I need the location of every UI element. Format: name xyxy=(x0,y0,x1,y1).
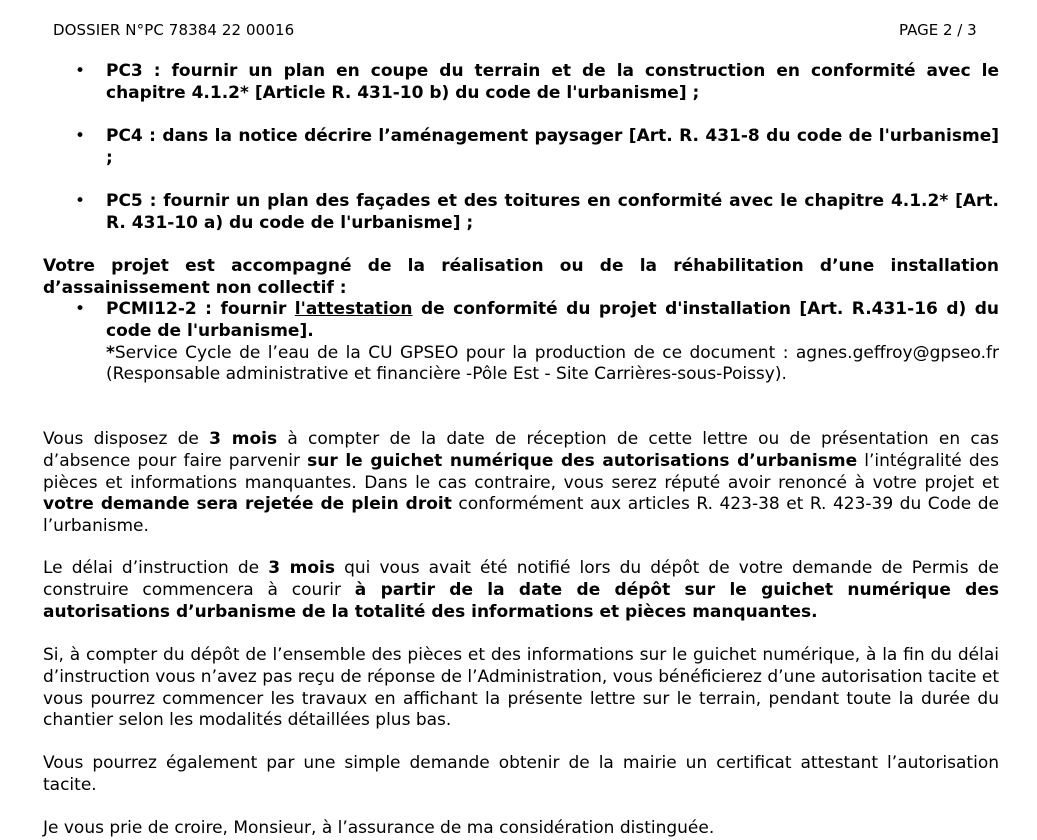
emphasis: sur le guichet numérique des autorisations d’urbanisme xyxy=(307,450,858,471)
paragraph-delai-pieces xyxy=(43,429,999,538)
note-text: Service Cycle de l’eau de la CU GPSEO pour la production de ce document : agnes.geffroy@gpseo.fr (Responsable administrative et financière -Pôle Est - Site Carrières-sous-Poissy). xyxy=(106,342,999,385)
pcmi-suffix: de conformité du projet d'installation [Art. R.431-16 d) du code de l'urbanisme]. xyxy=(106,299,999,341)
paragraph-certificat: Vous pourrez également par une simple demande obtenir de la mairie un certificat attestant l’autorisation tacite. xyxy=(43,753,999,795)
text: conformément aux articles R. 423-38 et R. 423-39 du Code de l’urbanisme. xyxy=(43,494,999,537)
dossier-number: DOSSIER N°PC 78384 22 00016 xyxy=(53,21,295,39)
paragraph-tacite: Si, à compter du dépôt de l’ensemble des pièces et des informations sur le guichet numérique, à la fin du délai d’instruction vous n’avez pas reçu de réponse de l’Administration, vous bénéficierez d’une autorisation tacite et vous pourrez commencer les travaux en affichant la présente lettre sur le terrain, pendant toute la durée du chantier selon les modalités détaillées plus bas. xyxy=(43,645,999,731)
text: Vous disposez de xyxy=(43,429,210,449)
emphasis: 3 mois xyxy=(268,558,336,578)
note-star: * xyxy=(106,342,115,363)
list-item-pc4: • PC4 : dans la notice décrire l’aménagement paysager [Art. R. 431-8 du code de l'urbanisme] ; xyxy=(106,126,999,170)
text: Le délai d’instruction de xyxy=(43,558,269,578)
list-item-pc3: • PC3 : fournir un plan en coupe du terrain et de la construction en conformité avec le chapitre 4.1.2* [Article R. 431-10 b) du code de l'urbanisme] ; xyxy=(106,61,999,105)
attestation-link[interactable]: l'attestation xyxy=(294,299,413,319)
closing-salutation: Je vous prie de croire, Monsieur, à l’assurance de ma considération distinguée. xyxy=(43,818,715,838)
service-note xyxy=(106,343,999,387)
text: qui vous avait été notifié lors du dépôt de votre demande de Permis de construire commencera à courir xyxy=(43,558,999,600)
emphasis: à partir de la date de dépôt sur le guichet numérique des autorisations d’urbanisme de la totalité des informations et pièces manquantes. xyxy=(43,579,999,622)
text: l’intégralité des pièces et informations manquantes. Dans le cas contraire, vous serez réputé avoir renoncé à votre projet et xyxy=(43,450,999,493)
text: à compter de la date de réception de cette lettre ou de présentation en cas d’absence pour faire parvenir xyxy=(43,429,999,471)
emphasis: votre demande sera rejetée de plein droit xyxy=(43,494,452,515)
emphasis: 3 mois xyxy=(209,429,278,449)
assainissement-heading: Votre projet est accompagné de la réalisation ou de la réhabilitation d’une installation d’assainissement non collectif : xyxy=(43,256,999,298)
list-item-pcmi12-2 xyxy=(106,299,999,386)
pcmi-prefix: PCMI12-2 : fournir xyxy=(106,299,295,319)
list-item-pc5: • PC5 : fournir un plan des façades et des toitures en conformité avec le chapitre 4.1.2* [Art. R. 431-10 a) du code de l'urbanisme] ; xyxy=(106,191,999,235)
page-number: PAGE 2 / 3 xyxy=(899,21,977,39)
paragraph-delai-instruction xyxy=(43,558,999,623)
